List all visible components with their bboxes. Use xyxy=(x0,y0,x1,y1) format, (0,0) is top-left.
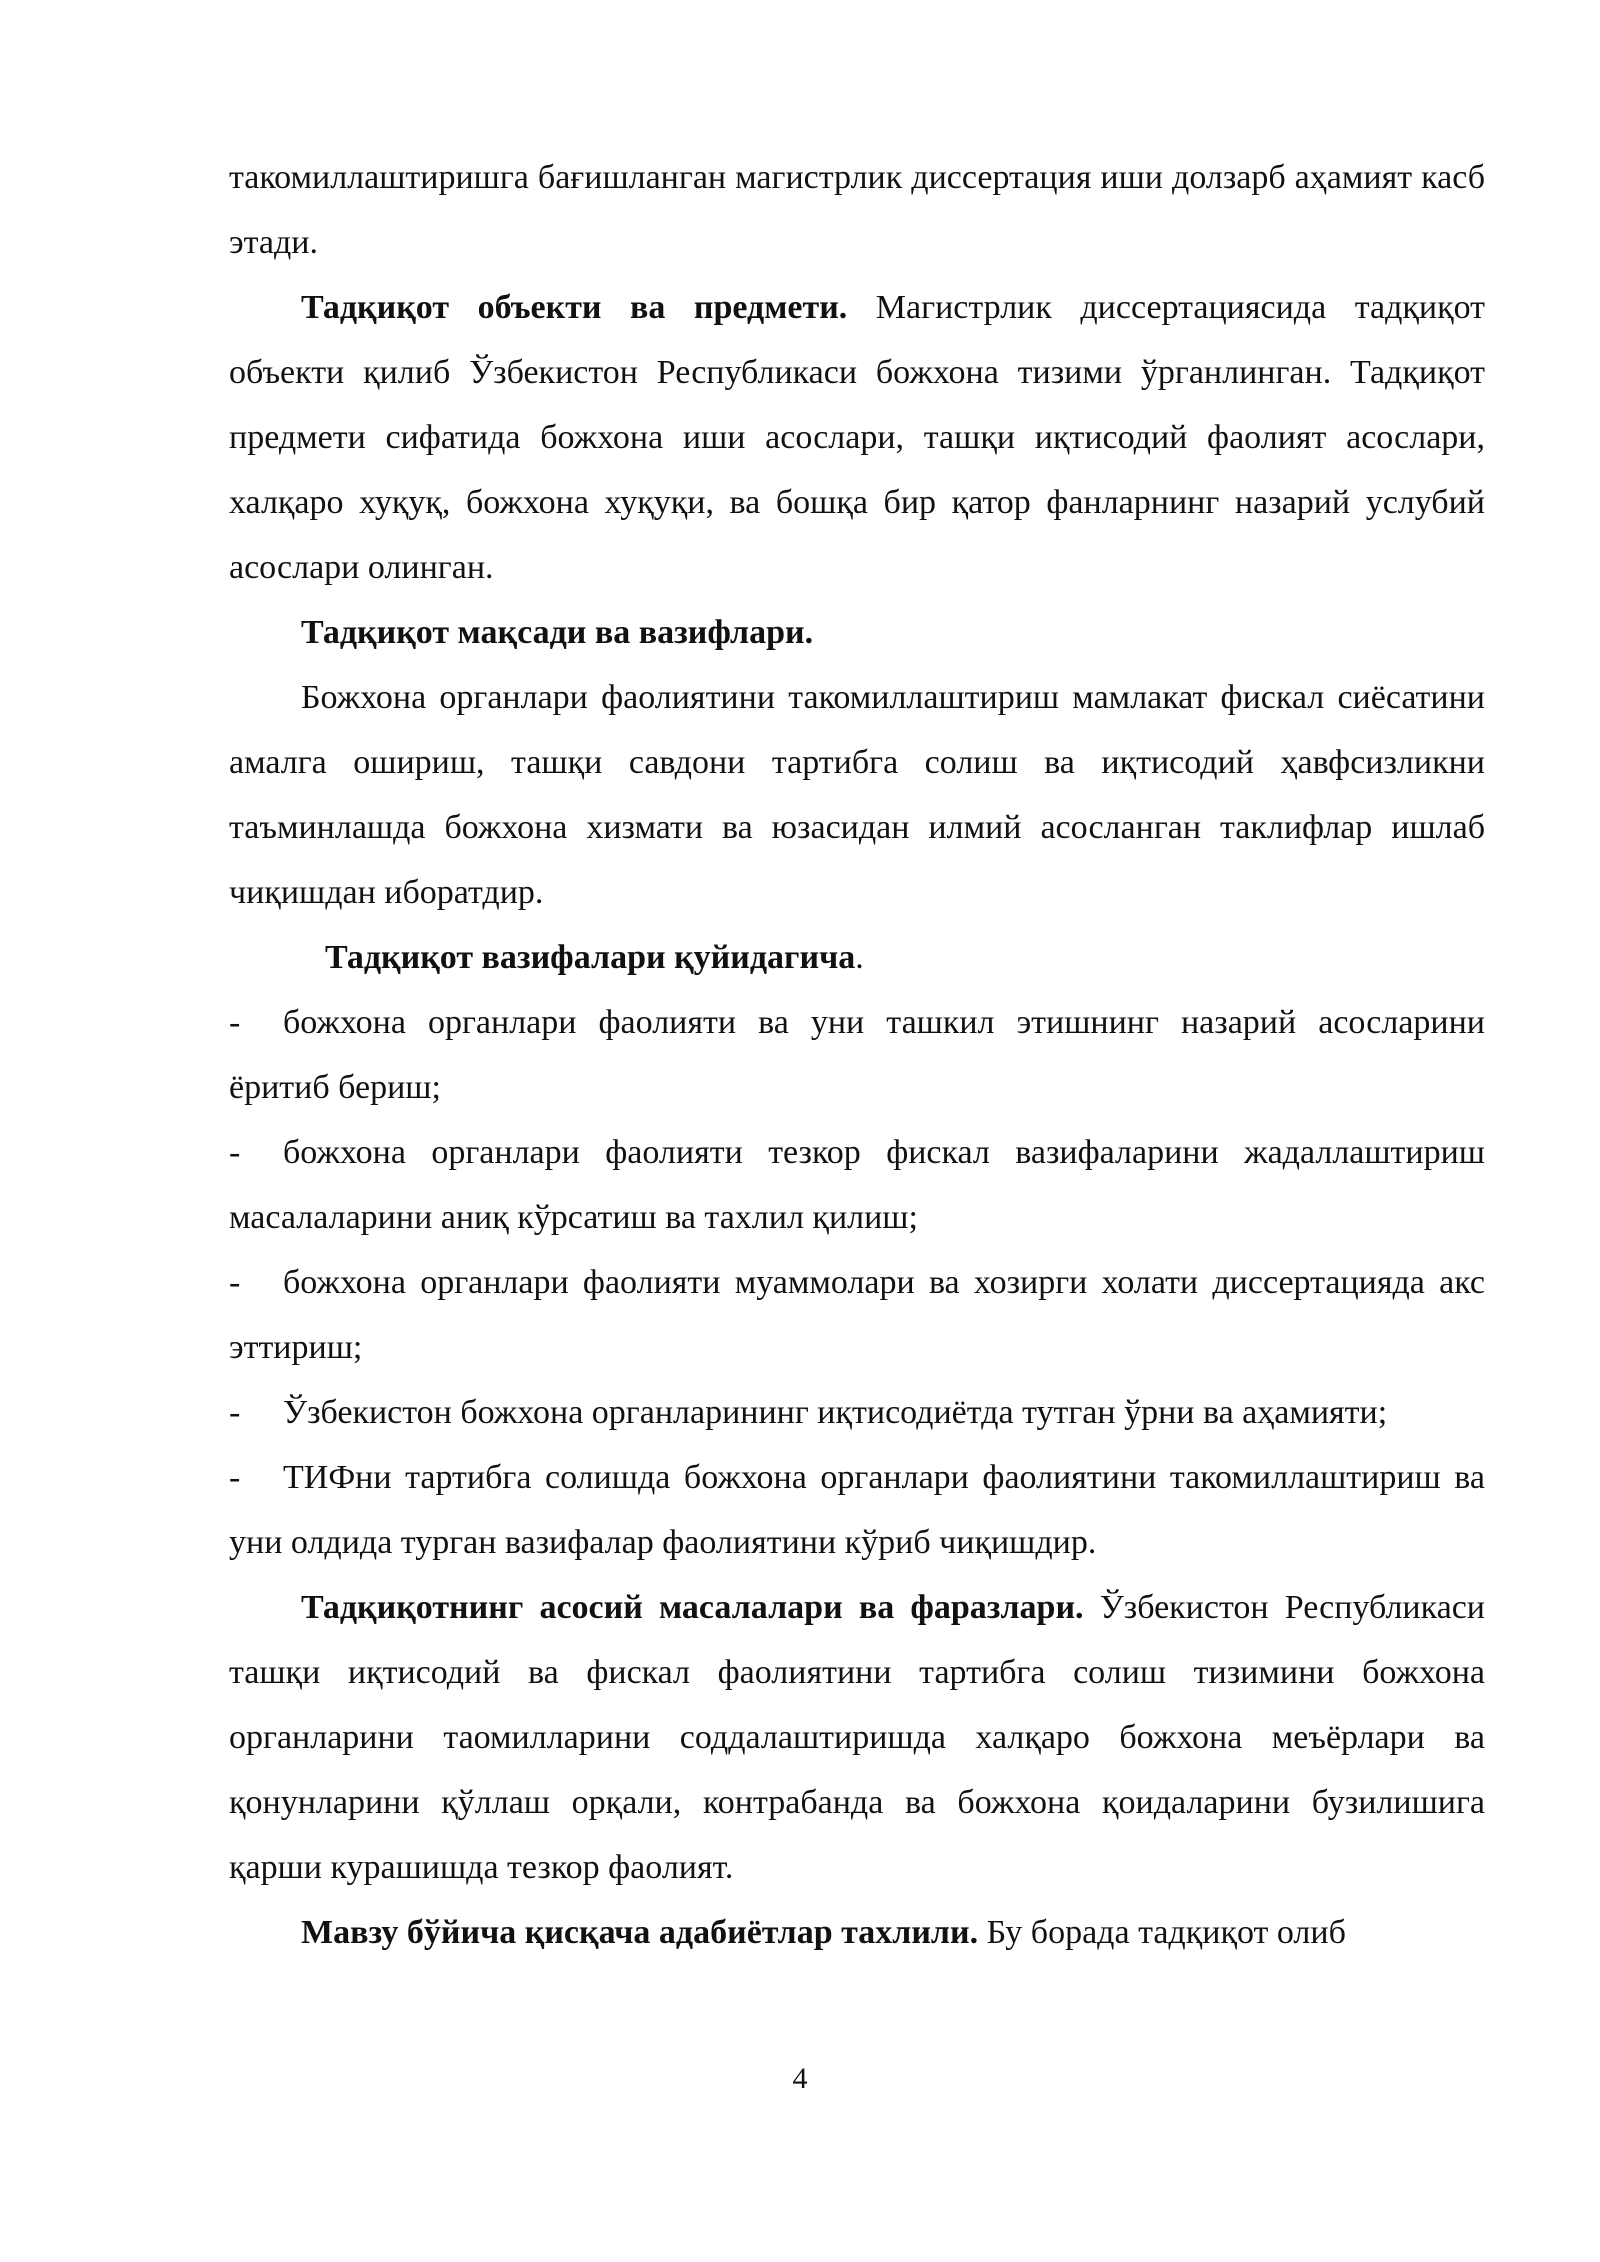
document-page xyxy=(229,145,1485,1965)
paragraph-text: Божхона органлари фаолиятини такомиллаштириш мамлакат фискал сиёсатини амалга ошириш, ташқи савдони тартибга солиш ва иқтисодий ҳавфсизликни таъминлашда божхона хизмати ва юзасидан илмий асосланган таклифлар ишлаб чиқишдан иборатдир. xyxy=(229,679,1485,911)
list-item-text: Ўзбекистон божхона органларининг иқтисодиётда тутган ўрни ва аҳамияти; xyxy=(283,1394,1388,1431)
paragraph-object-subject xyxy=(229,275,1485,600)
paragraph-heading: Мавзу бўйича қисқача адабиётлар тахлили. xyxy=(301,1914,979,1951)
paragraph-text: Ўзбекистон Республикаси ташқи иқтисодий ва фискал фаолиятини тартибга солиш тизимини божхона органларини таомилларини соддалаштиришда халқаро божхона меъёрлари ва қонунларини қўллаш орқали, контрабанда ва божхона қоидаларини бузилишига қарши курашишда тезкор фаолият. xyxy=(229,1589,1485,1886)
paragraph-heading: Тадқиқот объекти ва предмети. xyxy=(301,289,848,326)
list-item xyxy=(229,1445,1485,1575)
list-item-text: божхона органлари фаолияти ва уни ташкил этишнинг назарий асосларини ёритиб бериш; xyxy=(229,1004,1485,1106)
paragraph-goals-heading xyxy=(229,600,1485,665)
list-item-text: ТИФни тартибга солишда божхона органлари фаолиятини такомиллаштириш ва уни олдида турган вазифалар фаолиятини кўриб чиқишдир. xyxy=(229,1459,1485,1561)
paragraph-intro xyxy=(229,145,1485,275)
list-item xyxy=(229,1380,1485,1445)
list-item-text: божхона органлари фаолияти тезкор фискал вазифаларини жадаллаштириш масалаларини аниқ кўрсатиш ва тахлил қилиш; xyxy=(229,1134,1485,1236)
list-dash: - xyxy=(229,1459,241,1496)
paragraph-text: Бу борада тадқиқот олиб xyxy=(978,1914,1346,1951)
list-item xyxy=(229,1120,1485,1250)
paragraph-heading: Тадқиқот вазифалари қуйидагича xyxy=(325,939,856,976)
paragraph-literature xyxy=(229,1900,1485,1965)
list-dash: - xyxy=(229,1264,241,1301)
paragraph-text: такомиллаштиришга бағишланган магистрлик диссертация иши долзарб аҳамият касб этади. xyxy=(229,159,1485,261)
list-item xyxy=(229,1250,1485,1380)
list-dash: - xyxy=(229,1004,241,1041)
page-number: 4 xyxy=(792,2062,808,2095)
list-item-text: божхона органлари фаолияти муаммолари ва хозирги холати диссертацияда акс эттириш; xyxy=(229,1264,1485,1366)
list-item xyxy=(229,990,1485,1120)
list-dash: - xyxy=(229,1134,241,1171)
paragraph-goals xyxy=(229,665,1485,925)
paragraph-hypotheses xyxy=(229,1575,1485,1900)
heading-trail: . xyxy=(855,939,864,976)
paragraph-heading: Тадқиқотнинг асосий масалалари ва фаразлари. xyxy=(301,1589,1084,1626)
paragraph-text: Магистрлик диссертациясида тадқиқот объекти қилиб Ўзбекистон Республикаси божхона тизими ўрганлинган. Тадқиқот предмети сифатида божхона иши асослари, ташқи иқтисодий фаолият асослари, халқаро хуқуқ, божхона хуқуқи, ва бошқа бир қатор фанларнинг назарий услубий асослари олинган. xyxy=(229,289,1486,586)
list-dash: - xyxy=(229,1394,241,1431)
paragraph-heading: Тадқиқот мақсади ва вазифлари. xyxy=(301,614,814,651)
paragraph-tasks-heading xyxy=(229,925,1485,990)
